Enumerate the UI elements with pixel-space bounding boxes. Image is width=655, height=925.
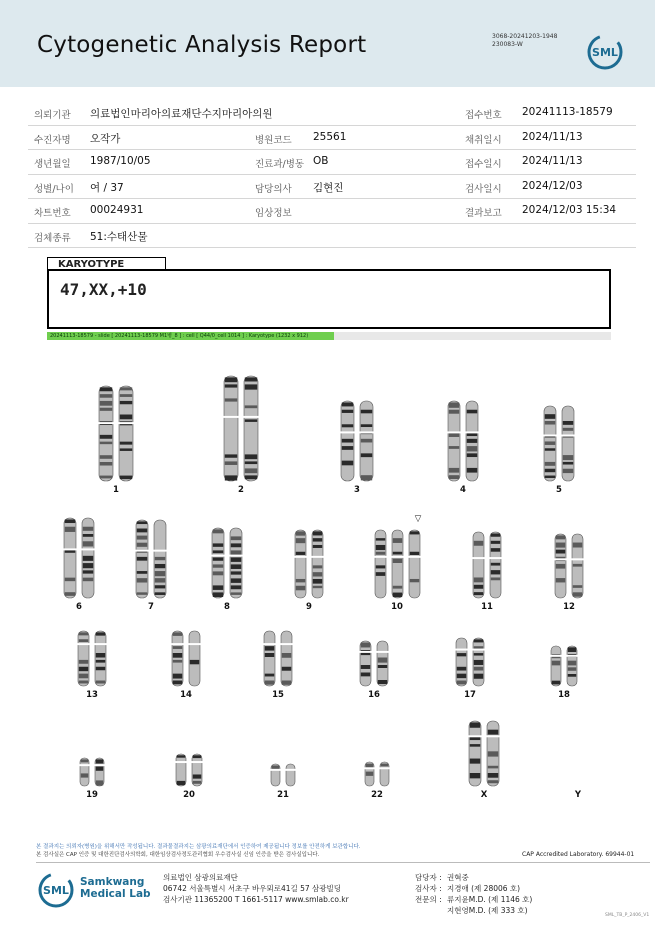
staff-line: [415, 894, 532, 905]
chromatid: [80, 758, 90, 786]
info-row: [28, 101, 636, 126]
staff-role: 검사자 :: [415, 884, 442, 893]
chromatid: [172, 631, 184, 686]
exam-date-label: 검사일시: [465, 183, 502, 195]
chromatid: [473, 638, 485, 686]
chromatid: [572, 534, 584, 598]
chart-no-label: 차트번호: [34, 208, 71, 219]
chromosome-label: 14: [180, 690, 192, 700]
doctor-value: 김현진: [313, 181, 344, 194]
chromosome-label: Y: [574, 790, 582, 800]
chromosome-label: 10: [391, 602, 403, 612]
staff-role: 담당자 :: [415, 873, 442, 882]
abnormality-arrow-icon: ▽: [414, 514, 422, 524]
chromosome-label: 17: [464, 690, 476, 700]
chromosome-8: [210, 526, 244, 600]
karyotype-box: [47, 269, 611, 329]
chromatid: [377, 641, 389, 686]
chromatid: [487, 721, 500, 786]
hospital-code-value: 25561: [313, 130, 347, 143]
chromosome-19: [78, 756, 106, 788]
report-label: 결과보고: [465, 208, 502, 219]
chromatid: [555, 534, 567, 598]
chromosome-21: [269, 762, 297, 788]
specimen-value: 51:수태산물: [90, 230, 148, 243]
staff-name: 권혁중: [447, 873, 469, 882]
chart-no-value: 00024931: [90, 204, 144, 216]
chromatid: [281, 631, 293, 686]
info-row: [28, 150, 636, 175]
chromatid: [551, 646, 562, 686]
chromosome-label: 19: [86, 790, 98, 800]
slide-info-bar-empty: [334, 332, 611, 340]
slide-info-bar: 20241113-18579 - slide [ 20241113-18579 M1병_8 ] : cell [ Q44/0_cell 1014 ] : Karyotype (1232 x 912): [47, 332, 334, 340]
lab-address: 06742 서울특별시 서초구 바우뫼로41길 57 삼광빌딩: [163, 884, 342, 893]
chromosome-label: 18: [558, 690, 570, 700]
chromatid: [562, 406, 575, 481]
birth-label: 생년월일: [34, 159, 71, 170]
chromatid: [99, 386, 114, 481]
receipt-no-label: 접수번호: [465, 110, 502, 121]
chromosome-X: [467, 719, 501, 788]
chromosome-label: 15: [272, 690, 284, 700]
staff-line: [415, 883, 520, 894]
chromatid: [490, 532, 502, 598]
chromosome-label: 12: [563, 602, 575, 612]
institution-value: 의료법인마리아의료재단수지마리아의원: [90, 108, 273, 120]
chromosome-label: X: [480, 790, 488, 800]
karyogram: [0, 340, 655, 810]
chromatid: [82, 518, 95, 598]
patient-label: 수진자명: [34, 134, 71, 146]
chromosome-7: [134, 518, 168, 600]
form-code: SML_TB_P_2406_V1: [605, 913, 650, 918]
report-title: Cytogenetic Analysis Report: [37, 32, 367, 58]
cap-accreditation: CAP Accredited Laboratory. 69944-01: [522, 851, 635, 858]
sml-logo-icon: [585, 32, 625, 72]
chromatid: [192, 754, 203, 786]
chromosome-13: [76, 629, 108, 688]
chromosome-label: 16: [368, 690, 380, 700]
chromatid: [365, 762, 375, 786]
footer-accreditation: 본 검사실은 CAP 인증 및 대한진단검사의학회, 대한임상검사정도관리협회 우수검사실 신임 인증을 받은 검사실입니다.: [36, 852, 320, 858]
patient-info-table: [28, 101, 636, 248]
chromosome-4: [446, 399, 480, 483]
chromosome-label: 21: [277, 790, 289, 800]
chromosome-14: [170, 629, 202, 688]
chromosome-label: 6: [76, 602, 82, 612]
chromosome-17: [454, 636, 486, 688]
chromosome-5: [542, 404, 576, 483]
chromatid: [456, 638, 468, 686]
sex-age-label: 성별/나이: [34, 183, 74, 195]
chromatid: [230, 528, 243, 598]
chromosome-20: [174, 752, 204, 788]
chromatid: [473, 532, 485, 598]
chromosome-1: [97, 384, 135, 483]
staff-line: [415, 872, 469, 883]
specimen-label: 검체종류: [34, 232, 71, 244]
patient-value: 오작가: [90, 132, 121, 145]
staff-name: 지현영M.D. (제 333 호): [447, 906, 528, 915]
chromatid: [95, 758, 105, 786]
chromosome-10: [373, 528, 422, 600]
chromatid: [374, 530, 386, 598]
chromosome-2: [222, 374, 260, 483]
chromosome-label: 22: [371, 790, 383, 800]
karyotype-value: 47,XX,+10: [60, 280, 147, 299]
report-value: 2024/12/03 15:34: [522, 204, 617, 216]
chromosome-label: 2: [238, 485, 244, 495]
chromatid: [154, 520, 167, 598]
chromatid: [567, 646, 578, 686]
lab-org: 의료법인 삼광의료재단: [163, 873, 238, 882]
chromatid: [466, 401, 479, 481]
staff-name: 류지윤M.D. (제 1146 호): [447, 895, 533, 904]
info-row: [28, 199, 636, 224]
chromatid: [312, 530, 324, 598]
sex-age-value: 여 / 37: [90, 181, 124, 194]
chromosome-label: 5: [556, 485, 562, 495]
chromosome-label: 11: [481, 602, 493, 612]
footer-divider: [36, 862, 650, 863]
dept-value: OB: [313, 155, 329, 167]
birth-value: 1987/10/05: [90, 155, 151, 167]
info-row: [28, 224, 636, 249]
chromosome-15: [262, 629, 294, 688]
chromosome-3: [339, 399, 375, 483]
lab-name-line1: Samkwang: [80, 876, 145, 888]
sml-footer-logo-text: SML: [43, 884, 69, 897]
chromosome-label: 13: [86, 690, 98, 700]
receipt-date-label: 접수일시: [465, 159, 502, 170]
chromosome-6: [62, 516, 96, 600]
collection-date-value: 2024/11/13: [522, 130, 583, 143]
receipt-no-value: 20241113-18579: [522, 106, 613, 118]
chromatid: [189, 631, 201, 686]
chromatid: [244, 376, 259, 481]
chromatid: [264, 631, 276, 686]
chromatid: [544, 406, 557, 481]
chromosome-label: 9: [306, 602, 312, 612]
chromosome-11: [471, 530, 503, 600]
chromosome-16: [358, 639, 390, 688]
chromatid: [212, 528, 225, 598]
chromatid: [64, 518, 77, 598]
chromatid: [95, 631, 107, 686]
chromosome-22: [363, 760, 391, 788]
chromosome-label: 7: [148, 602, 154, 612]
chromatid: [448, 401, 461, 481]
staff-line: [415, 905, 528, 916]
doctor-label: 담당의사: [255, 183, 292, 195]
collection-date-label: 채취일시: [465, 134, 502, 146]
clinical-label: 임상정보: [255, 208, 292, 219]
chromatid: [380, 762, 390, 786]
chromosome-12: [553, 532, 585, 600]
chromatid: [176, 754, 187, 786]
chromatid: [360, 641, 372, 686]
chromatid: [136, 520, 149, 598]
chromosome-label: 4: [460, 485, 466, 495]
chromosome-label: 3: [354, 485, 360, 495]
chromatid: [391, 530, 403, 598]
staff-name: 지경애 (제 28006 호): [447, 884, 521, 893]
receipt-date-value: 2024/11/13: [522, 155, 583, 167]
chromatid: [469, 721, 482, 786]
staff-role: 전문의 :: [415, 895, 442, 904]
chromatid: [408, 530, 420, 598]
dept-label: 진료과/병동: [255, 159, 305, 170]
chromatid: [119, 386, 134, 481]
info-row: [28, 175, 636, 200]
lab-name-line2: Medical Lab: [80, 888, 151, 900]
chromatid: [360, 401, 374, 481]
chromatid: [295, 530, 307, 598]
chromatid: [286, 764, 296, 786]
chromatid: [224, 376, 239, 481]
chromosome-label: 20: [183, 790, 195, 800]
chromosome-label: 8: [224, 602, 230, 612]
footer-notice: 본 결과지는 의뢰자(병원)을 위해서만 작성됩니다. 결과물결과지는 삼광의료재단에서 인증하여 제공됩니다 정보를 안전하게 보관합니다.: [36, 844, 361, 850]
chromatid: [271, 764, 281, 786]
report-code-line2: 230083-W: [492, 41, 523, 48]
chromosome-label: 1: [113, 485, 119, 495]
chromatid: [78, 631, 90, 686]
chromosome-18: [549, 644, 579, 688]
karyotype-label: KARYOTYPE: [47, 257, 166, 269]
report-header: [0, 0, 655, 87]
exam-date-value: 2024/12/03: [522, 179, 583, 192]
chromatid: [341, 401, 355, 481]
hospital-code-label: 병원코드: [255, 134, 292, 146]
sml-logo-text: SML: [592, 46, 618, 59]
report-code-line1: 3068-20241203-1948: [492, 33, 558, 40]
sml-footer-logo-icon: [36, 870, 76, 910]
lab-contact: 검사기관 11365200 T 1661-5117 www.smlab.co.kr: [163, 895, 349, 904]
chromosome-9: [293, 528, 325, 600]
info-row: [28, 126, 636, 151]
institution-label: 의뢰기관: [34, 110, 71, 121]
